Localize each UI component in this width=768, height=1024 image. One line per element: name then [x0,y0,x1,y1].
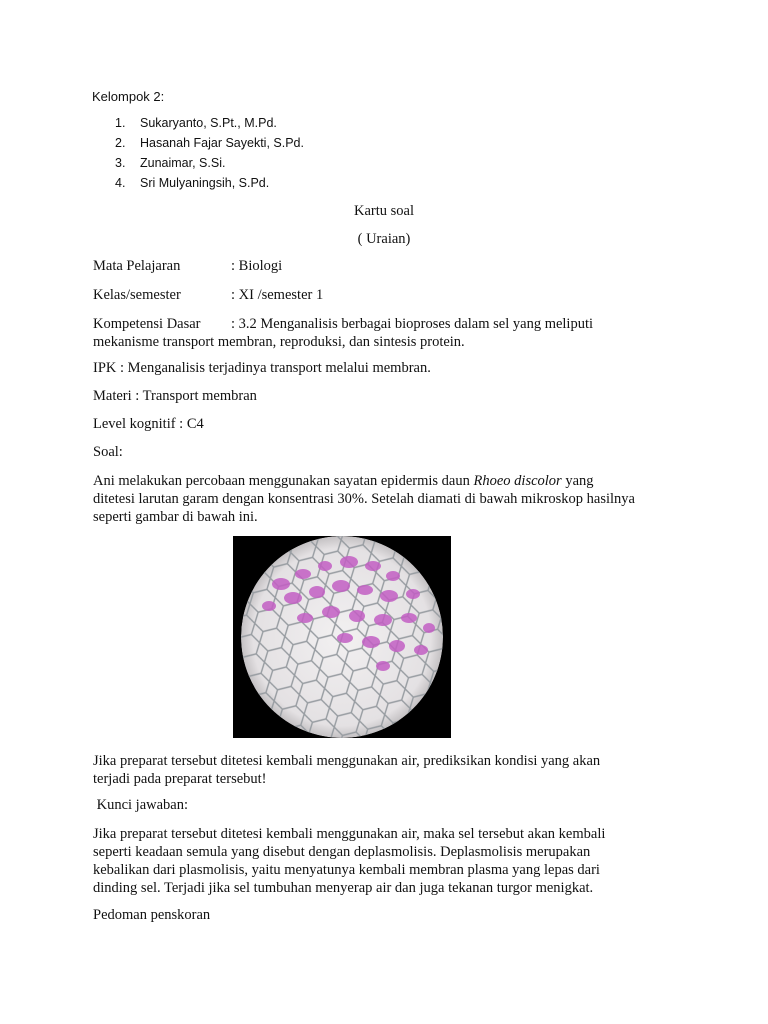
card-title: Kartu soal [354,203,414,219]
subject-row [93,258,282,275]
answer-line: seperti keadaan semula yang disebut dengan deplasmolisis. Deplasmolisis merupakan [93,844,591,860]
member-name: Sukaryanto, S.Pt., M.Pd. [140,116,277,130]
species-name: Rhoeo discolor [473,473,562,489]
scoring-label: Pedoman penskoran [93,907,211,923]
list-item [115,175,304,195]
class-value: : XI /semester 1 [231,287,324,303]
question-line: seperti gambar di bawah ini. [93,509,258,525]
list-item [115,155,304,175]
question-line: Jika preparat tersebut ditetesi kembali menggunakan air, prediksikan kondisi yang akan [93,753,601,769]
list-number: 4. [115,176,126,190]
question-line: Ani melakukan percobaan menggunakan sayatan epidermis daun [93,473,474,489]
soal-label: Soal: [93,444,123,460]
answer-line: Jika preparat tersebut ditetesi kembali menggunakan air, maka sel tersebut akan kembali [93,826,606,842]
answer-line: kebalikan dari plasmolisis, yaitu menyatunya kembali membran plasma yang lepas dari [93,862,600,878]
group-label: Kelompok 2: [92,89,165,104]
competency-label: Kompetensi Dasar [93,316,201,332]
list-item [115,135,304,155]
member-name: Sri Mulyaningsih, S.Pd. [140,176,270,190]
list-number: 2. [115,136,126,150]
question-line: yang [561,473,594,489]
list-number: 1. [115,116,126,130]
follow-up-question [93,752,673,788]
class-row [93,287,323,304]
answer-label: Kunci jawaban: [93,797,189,813]
member-name: Zunaimar, S.Si. [140,156,226,170]
question-line: terjadi pada preparat tersebut! [93,771,267,787]
materi-line: Materi : Transport membran [93,388,257,404]
card-subtitle: ( Uraian) [357,231,411,247]
class-label: Kelas/semester [93,287,181,303]
answer-line: dinding sel. Terjadi jika sel tumbuhan menyerap air dan juga tekanan turgor menigkat. [93,880,594,896]
subject-value: : Biologi [231,258,283,274]
member-list [115,115,304,195]
microscope-image [233,536,451,738]
answer-text [93,825,673,897]
list-item [115,115,304,135]
subject-label: Mata Pelajaran [93,258,181,274]
list-number: 3. [115,156,126,170]
competency-value: : 3.2 Menganalisis berbagai bioproses dalam sel yang meliputi [231,316,594,332]
question-text [93,472,673,526]
member-name: Hasanah Fajar Sayekti, S.Pd. [140,136,304,150]
competency-value-cont: mekanisme transport membran, reproduksi, dan sintesis protein. [93,334,465,350]
question-line: ditetesi larutan garam dengan konsentrasi 30%. Setelah diamati di bawah mikroskop hasilnya [93,491,635,507]
ipk-line: IPK : Menganalisis terjadinya transport melalui membran. [93,360,431,376]
competency-block [93,315,673,351]
level-line: Level kognitif : C4 [93,416,204,432]
